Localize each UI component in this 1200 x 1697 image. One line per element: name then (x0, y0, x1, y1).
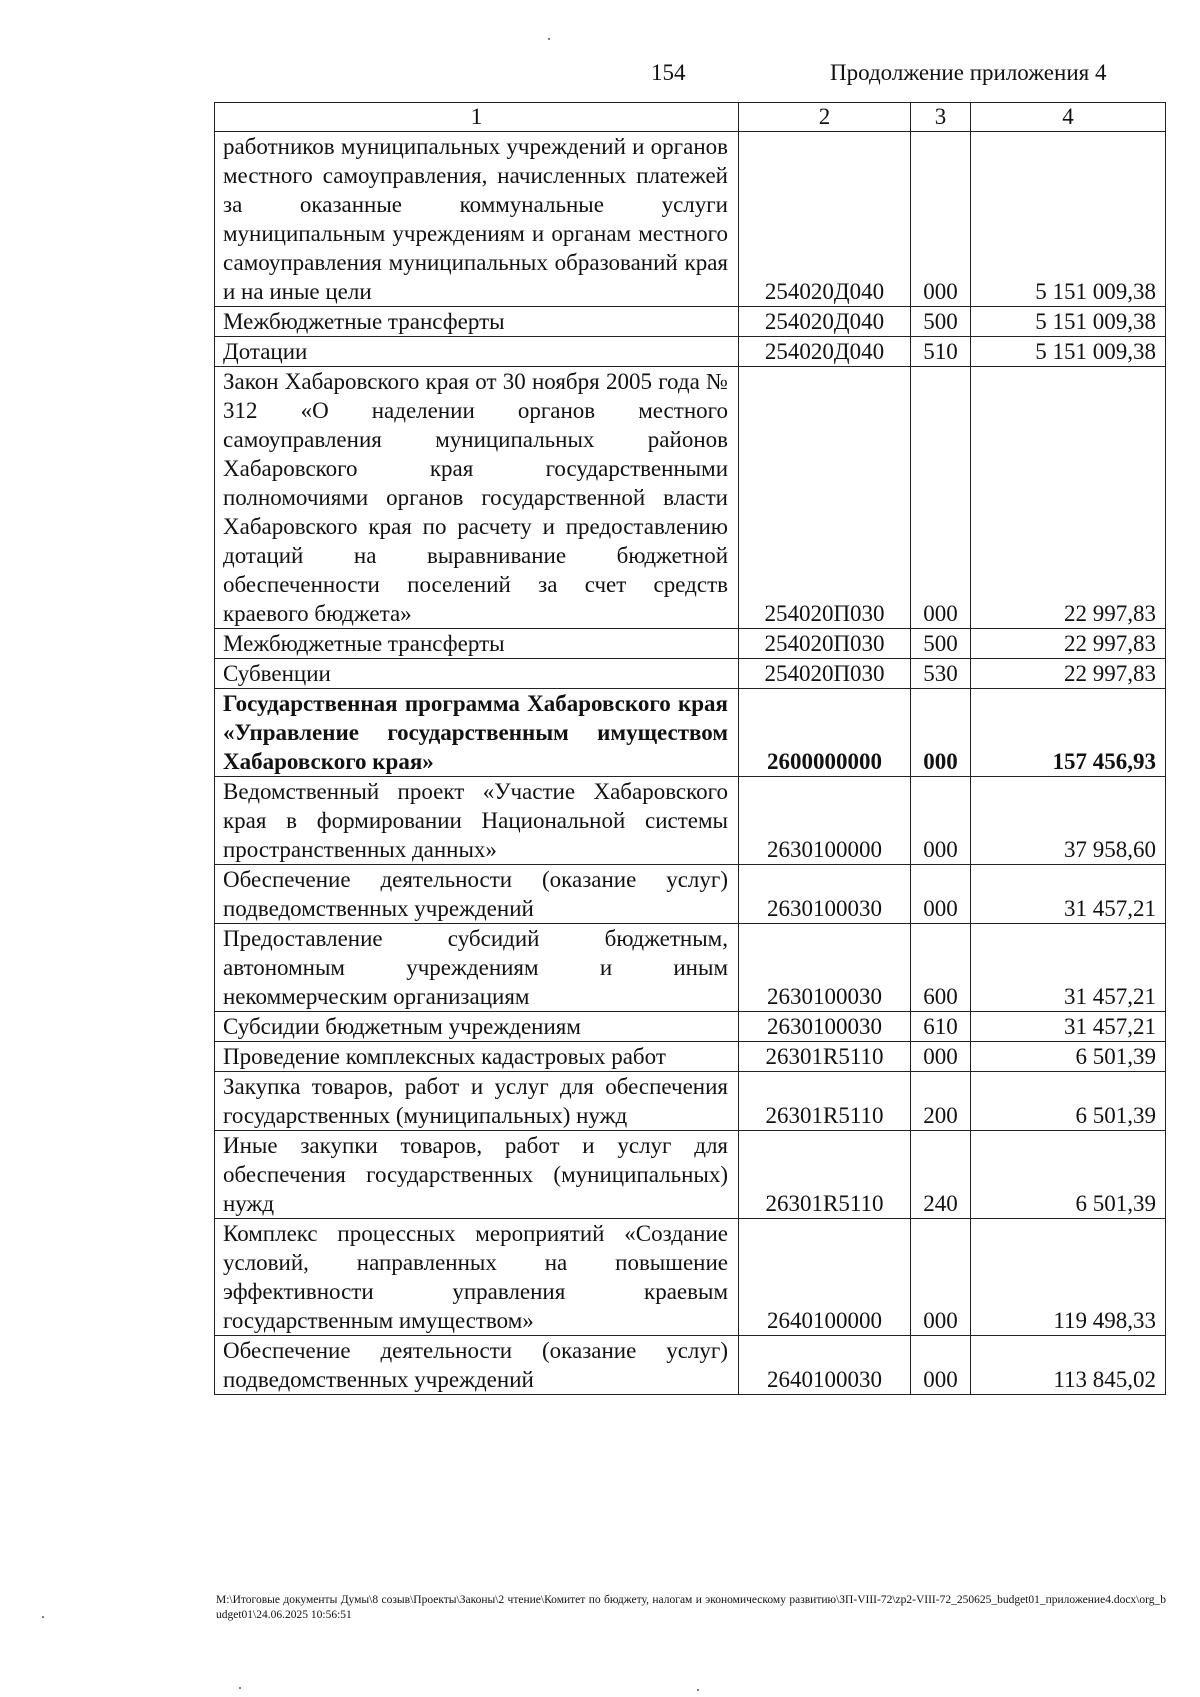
row-sum-cell: 6 501,39 (971, 1131, 1166, 1219)
row-name-cell: Иные закупки товаров, работ и услуг для обеспечения государственных (муниципальных) нужд (215, 1131, 739, 1219)
row-type-cell: 510 (911, 337, 971, 367)
row-type-cell: 000 (911, 367, 971, 629)
row-code-cell: 254020Д040 (739, 132, 911, 307)
row-sum-cell: 37 958,60 (971, 777, 1166, 865)
row-type-cell: 000 (911, 689, 971, 777)
table-row (215, 689, 1166, 777)
row-code-cell: 26301R5110 (739, 1042, 911, 1072)
column-header-2: 2 (739, 103, 911, 132)
row-name-cell: Закон Хабаровского края от 30 ноября 2005 года № 312 «О наделении органов местного самоуправления муниципальных районов Хабаровского края государственными полномочиями органов государственной власти Хабаровского края по расчету и предоставлению дотаций на выравнивание бюджетной обеспеченности поселений за счет средств краевого бюджета» (215, 367, 739, 629)
scan-speck (548, 38, 550, 40)
row-sum-cell: 113 845,02 (971, 1336, 1166, 1395)
row-code-cell: 254020Д040 (739, 307, 911, 337)
scan-speck (697, 1689, 699, 1691)
row-type-cell: 200 (911, 1072, 971, 1131)
table-row (215, 1336, 1166, 1395)
budget-table (214, 102, 1166, 1395)
row-code-cell: 2640100030 (739, 1336, 911, 1395)
row-type-cell: 500 (911, 307, 971, 337)
column-header-1: 1 (215, 103, 739, 132)
page-header: Продолжение приложения 4 (830, 60, 1107, 85)
table-header (215, 103, 1166, 132)
row-code-cell: 2630100000 (739, 777, 911, 865)
row-name-cell: Обеспечение деятельности (оказание услуг) подведомственных учреждений (215, 1336, 739, 1395)
row-sum-cell: 6 501,39 (971, 1072, 1166, 1131)
row-type-cell: 500 (911, 629, 971, 659)
table-row (215, 367, 1166, 629)
row-code-cell: 26301R5110 (739, 1072, 911, 1131)
scan-speck (42, 1616, 44, 1618)
table-row (215, 777, 1166, 865)
row-code-cell: 26301R5110 (739, 1131, 911, 1219)
row-name-cell: Предоставление субсидий бюджетным, автономным учреждениям и иным некоммерческим организациям (215, 924, 739, 1012)
row-sum-cell: 5 151 009,38 (971, 337, 1166, 367)
table-row (215, 1072, 1166, 1131)
table-row (215, 865, 1166, 924)
row-name-cell: Комплекс процессных мероприятий «Создание условий, направленных на повышение эффективности управления краевым государственным имуществом» (215, 1219, 739, 1336)
row-name-cell: Ведомственный проект «Участие Хабаровского края в формировании Национальной системы пространственных данных» (215, 777, 739, 865)
row-name-cell: Межбюджетные трансферты (215, 307, 739, 337)
row-name-cell: Закупка товаров, работ и услуг для обеспечения государственных (муниципальных) нужд (215, 1072, 739, 1131)
row-name-cell: Государственная программа Хабаровского края «Управление государственным имуществом Хабаровского края» (215, 689, 739, 777)
row-code-cell: 2630100030 (739, 1012, 911, 1042)
header-row (215, 103, 1166, 132)
row-sum-cell: 6 501,39 (971, 1042, 1166, 1072)
row-name-cell: Обеспечение деятельности (оказание услуг) подведомственных учреждений (215, 865, 739, 924)
table-row (215, 337, 1166, 367)
row-code-cell: 254020П030 (739, 367, 911, 629)
table-row (215, 132, 1166, 307)
page-number: 154 (651, 60, 686, 85)
row-type-cell: 000 (911, 1219, 971, 1336)
row-sum-cell: 119 498,33 (971, 1219, 1166, 1336)
scan-speck (239, 1687, 241, 1689)
row-name-cell: Проведение комплексных кадастровых работ (215, 1042, 739, 1072)
row-sum-cell: 22 997,83 (971, 629, 1166, 659)
document-file-path: M:\Итоговые документы Думы\8 созыв\Проекты\Законы\2 чтение\Комитет по бюджету, налогам и экономическому развитию\ЗП-VIII-72\zp2-VIII-72_250625_budget01_приложение4.docx\org_budget01\24.06.2025 10:56:51 (216, 1594, 1166, 1621)
table-row (215, 307, 1166, 337)
row-type-cell: 000 (911, 865, 971, 924)
row-code-cell: 2630100030 (739, 865, 911, 924)
table-body (215, 132, 1166, 1395)
column-header-4: 4 (971, 103, 1166, 132)
row-name-cell: работников муниципальных учреждений и органов местного самоуправления, начисленных платежей за оказанные коммунальные услуги муниципальным учреждениям и органам местного самоуправления муниципальных образований края и на иные цели (215, 132, 739, 307)
row-sum-cell: 31 457,21 (971, 924, 1166, 1012)
table-row (215, 924, 1166, 1012)
column-header-3: 3 (911, 103, 971, 132)
row-code-cell: 254020П030 (739, 629, 911, 659)
row-type-cell: 000 (911, 777, 971, 865)
row-code-cell: 2630100030 (739, 924, 911, 1012)
row-type-cell: 600 (911, 924, 971, 1012)
row-code-cell: 254020П030 (739, 659, 911, 689)
row-type-cell: 000 (911, 1042, 971, 1072)
row-sum-cell: 31 457,21 (971, 1012, 1166, 1042)
row-code-cell: 254020Д040 (739, 337, 911, 367)
row-type-cell: 000 (911, 132, 971, 307)
row-name-cell: Дотации (215, 337, 739, 367)
table-row (215, 1012, 1166, 1042)
row-name-cell: Субсидии бюджетным учреждениям (215, 1012, 739, 1042)
row-name-cell: Субвенции (215, 659, 739, 689)
row-type-cell: 610 (911, 1012, 971, 1042)
row-type-cell: 530 (911, 659, 971, 689)
table-row (215, 1219, 1166, 1336)
row-sum-cell: 157 456,93 (971, 689, 1166, 777)
row-code-cell: 2600000000 (739, 689, 911, 777)
row-name-cell: Межбюджетные трансферты (215, 629, 739, 659)
row-type-cell: 000 (911, 1336, 971, 1395)
row-sum-cell: 22 997,83 (971, 659, 1166, 689)
row-sum-cell: 31 457,21 (971, 865, 1166, 924)
row-type-cell: 240 (911, 1131, 971, 1219)
row-sum-cell: 5 151 009,38 (971, 132, 1166, 307)
table-row (215, 1131, 1166, 1219)
table-row (215, 1042, 1166, 1072)
row-code-cell: 2640100000 (739, 1219, 911, 1336)
row-sum-cell: 5 151 009,38 (971, 307, 1166, 337)
table-row (215, 629, 1166, 659)
table-row (215, 659, 1166, 689)
row-sum-cell: 22 997,83 (971, 367, 1166, 629)
